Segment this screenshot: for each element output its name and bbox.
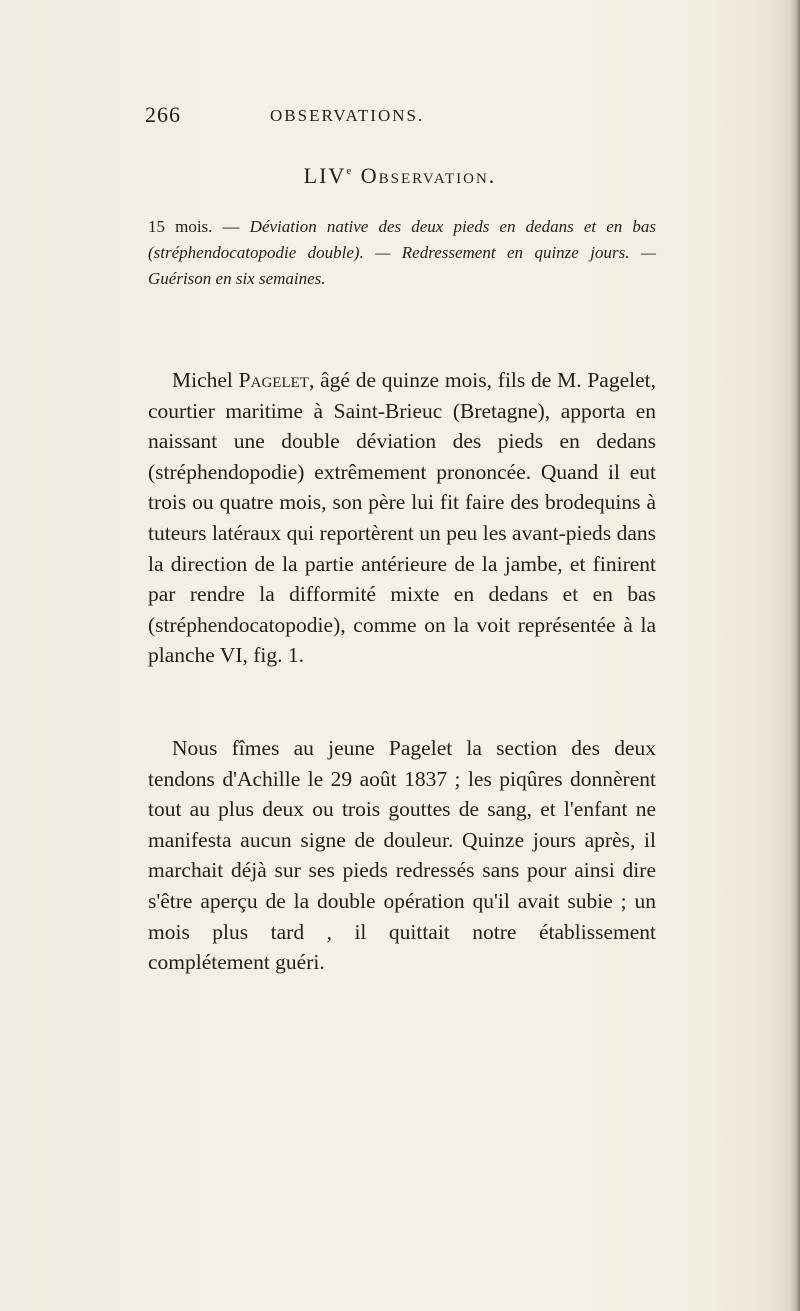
paragraph-1	[148, 365, 656, 671]
section-title	[0, 163, 800, 189]
patient-name: Pagelet	[238, 368, 309, 392]
observation-number: LIV	[303, 163, 347, 188]
page-edge-shadow	[790, 0, 800, 1311]
observation-number-superscript: e	[346, 165, 354, 177]
paragraph-1-lead: Michel	[172, 368, 233, 392]
paragraph-2	[148, 733, 656, 978]
paragraph-1-text: , âgé de quinze mois, fils de M. Pagelet, courtier maritime à Saint-Brieuc (Bretagne), apporta en naissant une double déviation des pieds en dedans (stréphendopodie) extrêmement prononcée. Quand il eut trois ou quatre mois, son père lui fit faire des brodequins à tuteurs latéraux qui reportèrent un peu les avant-pieds dans la direction de la partie antérieure de la jambe, et finirent par rendre la difformité mixte en dedans et en bas (stréphendocatopodie), comme on la voit représentée à la planche VI, fig. 1.	[148, 368, 656, 668]
paragraph-2-text: Nous fîmes au jeune Pagelet la section des deux tendons d'Achille le 29 août 1837 ; les piqûres donnèrent tout au plus deux ou trois gouttes de sang, et l'enfant ne manifesta aucun signe de douleur. Quinze jours après, il marchait déjà sur ses pieds redressés sans pour ainsi dire s'être aperçu de la double opération qu'il avait subie ; un mois plus tard , il quittait notre établissement complétement guéri.	[148, 736, 656, 975]
page-header	[145, 102, 665, 132]
case-summary-text: Déviation native des deux pieds en dedans et en bas (stréphendocatopodie double). — Redressement en quinze jours. — Guérison en six semaines.	[148, 217, 657, 288]
observation-label: Observation.	[360, 163, 497, 188]
case-summary	[148, 214, 656, 292]
running-head: OBSERVATIONS.	[270, 106, 425, 125]
page-number: 266	[145, 102, 181, 127]
case-summary-age: 15 mois. —	[148, 217, 240, 236]
